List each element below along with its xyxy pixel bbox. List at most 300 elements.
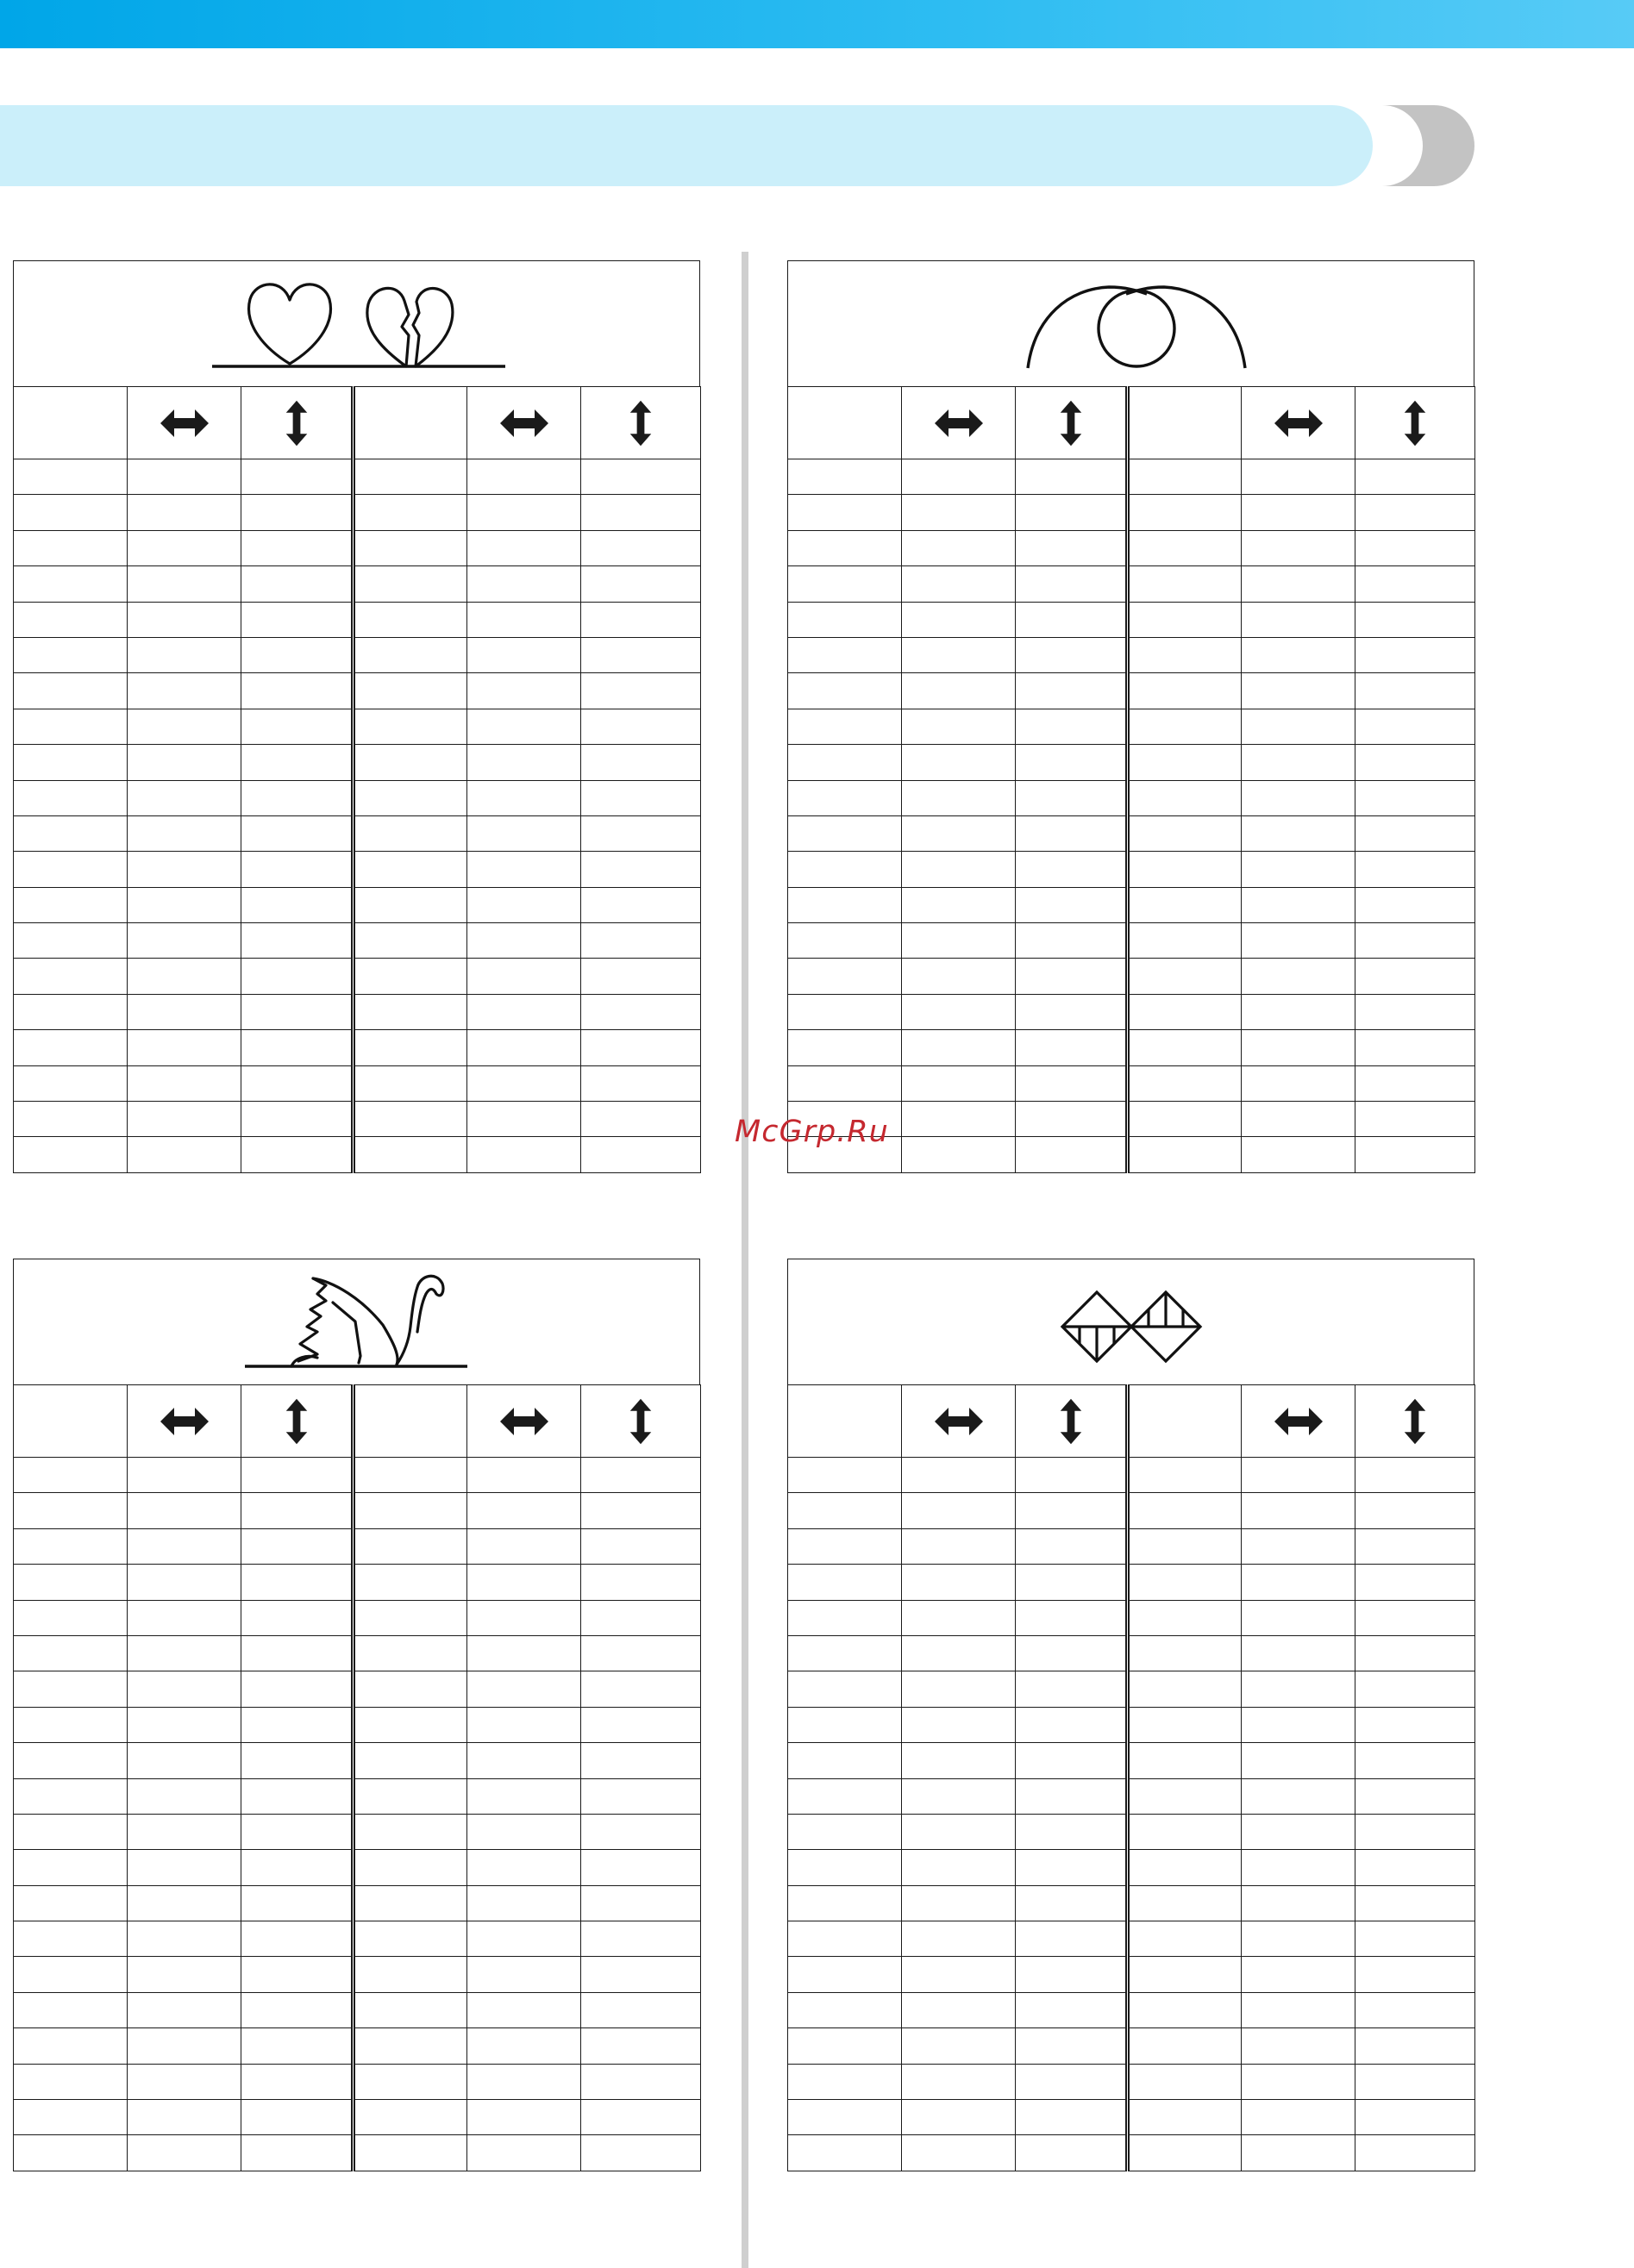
blank-entry-cell[interactable]: [788, 2135, 902, 2171]
blank-entry-cell[interactable]: [788, 1814, 902, 1849]
blank-entry-cell[interactable]: [1128, 1565, 1242, 1600]
blank-entry-cell[interactable]: [1016, 959, 1128, 994]
blank-entry-cell[interactable]: [581, 2028, 701, 2064]
blank-entry-cell[interactable]: [467, 459, 581, 495]
blank-entry-cell[interactable]: [128, 1885, 241, 1921]
blank-entry-cell[interactable]: [1242, 1957, 1355, 1992]
blank-entry-cell[interactable]: [1128, 530, 1242, 565]
blank-entry-cell[interactable]: [14, 1992, 128, 2027]
blank-entry-cell[interactable]: [1242, 2100, 1355, 2135]
blank-entry-cell[interactable]: [788, 887, 902, 922]
blank-entry-cell[interactable]: [467, 709, 581, 744]
blank-entry-cell[interactable]: [1355, 1528, 1475, 1564]
blank-entry-cell[interactable]: [581, 2100, 701, 2135]
blank-entry-cell[interactable]: [14, 1565, 128, 1600]
blank-entry-cell[interactable]: [241, 530, 354, 565]
blank-entry-cell[interactable]: [1016, 1102, 1128, 1137]
blank-entry-cell[interactable]: [788, 1671, 902, 1707]
blank-entry-cell[interactable]: [581, 1065, 701, 1101]
blank-entry-cell[interactable]: [128, 815, 241, 851]
blank-entry-cell[interactable]: [1016, 602, 1128, 637]
blank-entry-cell[interactable]: [467, 2100, 581, 2135]
blank-entry-cell[interactable]: [1355, 1102, 1475, 1137]
blank-entry-cell[interactable]: [467, 1493, 581, 1528]
blank-entry-cell[interactable]: [354, 1814, 467, 1849]
blank-entry-cell[interactable]: [14, 1102, 128, 1137]
blank-entry-cell[interactable]: [467, 602, 581, 637]
blank-entry-cell[interactable]: [902, 1137, 1016, 1172]
blank-entry-cell[interactable]: [241, 1065, 354, 1101]
blank-entry-cell[interactable]: [14, 959, 128, 994]
blank-entry-cell[interactable]: [1128, 2028, 1242, 2064]
blank-entry-cell[interactable]: [902, 637, 1016, 672]
blank-entry-cell[interactable]: [128, 1528, 241, 1564]
blank-entry-cell[interactable]: [1355, 1030, 1475, 1065]
blank-entry-cell[interactable]: [1128, 1635, 1242, 1671]
blank-entry-cell[interactable]: [788, 1992, 902, 2027]
blank-entry-cell[interactable]: [354, 994, 467, 1029]
blank-entry-cell[interactable]: [128, 1850, 241, 1885]
blank-entry-cell[interactable]: [467, 1030, 581, 1065]
blank-entry-cell[interactable]: [14, 745, 128, 780]
blank-entry-cell[interactable]: [902, 1102, 1016, 1137]
blank-entry-cell[interactable]: [128, 1957, 241, 1992]
blank-entry-cell[interactable]: [467, 1102, 581, 1137]
blank-entry-cell[interactable]: [1242, 1065, 1355, 1101]
blank-entry-cell[interactable]: [902, 1458, 1016, 1493]
blank-entry-cell[interactable]: [354, 1102, 467, 1137]
blank-entry-cell[interactable]: [354, 459, 467, 495]
blank-entry-cell[interactable]: [467, 1565, 581, 1600]
blank-entry-cell[interactable]: [902, 2135, 1016, 2171]
blank-entry-cell[interactable]: [788, 1458, 902, 1493]
blank-entry-cell[interactable]: [788, 566, 902, 602]
blank-entry-cell[interactable]: [354, 1992, 467, 2027]
blank-entry-cell[interactable]: [902, 709, 1016, 744]
blank-entry-cell[interactable]: [354, 1707, 467, 1742]
blank-entry-cell[interactable]: [581, 1600, 701, 1635]
blank-entry-cell[interactable]: [1355, 1565, 1475, 1600]
blank-entry-cell[interactable]: [1242, 459, 1355, 495]
blank-entry-cell[interactable]: [902, 459, 1016, 495]
blank-entry-cell[interactable]: [1016, 852, 1128, 887]
blank-entry-cell[interactable]: [241, 566, 354, 602]
blank-entry-cell[interactable]: [1016, 923, 1128, 959]
blank-entry-cell[interactable]: [1016, 1565, 1128, 1600]
blank-entry-cell[interactable]: [241, 673, 354, 709]
blank-entry-cell[interactable]: [467, 1671, 581, 1707]
blank-entry-cell[interactable]: [1128, 1458, 1242, 1493]
blank-entry-cell[interactable]: [467, 2064, 581, 2099]
blank-entry-cell[interactable]: [788, 709, 902, 744]
blank-entry-cell[interactable]: [788, 1565, 902, 1600]
blank-entry-cell[interactable]: [241, 1957, 354, 1992]
blank-entry-cell[interactable]: [1355, 2064, 1475, 2099]
blank-entry-cell[interactable]: [1242, 1137, 1355, 1172]
blank-entry-cell[interactable]: [354, 566, 467, 602]
blank-entry-cell[interactable]: [241, 637, 354, 672]
blank-entry-cell[interactable]: [354, 745, 467, 780]
blank-entry-cell[interactable]: [14, 1600, 128, 1635]
blank-entry-cell[interactable]: [241, 1814, 354, 1849]
blank-entry-cell[interactable]: [788, 815, 902, 851]
blank-entry-cell[interactable]: [1355, 959, 1475, 994]
blank-entry-cell[interactable]: [14, 815, 128, 851]
blank-entry-cell[interactable]: [241, 1528, 354, 1564]
blank-entry-cell[interactable]: [1242, 709, 1355, 744]
blank-entry-cell[interactable]: [467, 1600, 581, 1635]
blank-entry-cell[interactable]: [467, 994, 581, 1029]
blank-entry-cell[interactable]: [14, 1635, 128, 1671]
blank-entry-cell[interactable]: [1242, 1458, 1355, 1493]
blank-entry-cell[interactable]: [1128, 1671, 1242, 1707]
blank-entry-cell[interactable]: [14, 2100, 128, 2135]
blank-entry-cell[interactable]: [1355, 459, 1475, 495]
blank-entry-cell[interactable]: [128, 1600, 241, 1635]
blank-entry-cell[interactable]: [128, 1493, 241, 1528]
blank-entry-cell[interactable]: [467, 1814, 581, 1849]
blank-entry-cell[interactable]: [1128, 602, 1242, 637]
blank-entry-cell[interactable]: [1242, 1921, 1355, 1957]
blank-entry-cell[interactable]: [1242, 1850, 1355, 1885]
blank-entry-cell[interactable]: [467, 852, 581, 887]
blank-entry-cell[interactable]: [581, 1743, 701, 1778]
blank-entry-cell[interactable]: [14, 2028, 128, 2064]
blank-entry-cell[interactable]: [467, 1850, 581, 1885]
blank-entry-cell[interactable]: [581, 1992, 701, 2027]
blank-entry-cell[interactable]: [14, 1528, 128, 1564]
blank-entry-cell[interactable]: [241, 1921, 354, 1957]
blank-entry-cell[interactable]: [14, 1921, 128, 1957]
blank-entry-cell[interactable]: [1242, 1778, 1355, 1814]
blank-entry-cell[interactable]: [1242, 923, 1355, 959]
blank-entry-cell[interactable]: [1016, 994, 1128, 1029]
blank-entry-cell[interactable]: [788, 1707, 902, 1742]
blank-entry-cell[interactable]: [1242, 1493, 1355, 1528]
blank-entry-cell[interactable]: [902, 1635, 1016, 1671]
blank-entry-cell[interactable]: [128, 959, 241, 994]
blank-entry-cell[interactable]: [1128, 637, 1242, 672]
blank-entry-cell[interactable]: [1355, 1778, 1475, 1814]
blank-entry-cell[interactable]: [1355, 1600, 1475, 1635]
blank-entry-cell[interactable]: [788, 1885, 902, 1921]
blank-entry-cell[interactable]: [902, 495, 1016, 530]
blank-entry-cell[interactable]: [1016, 1992, 1128, 2027]
blank-entry-cell[interactable]: [788, 602, 902, 637]
blank-entry-cell[interactable]: [1128, 2064, 1242, 2099]
blank-entry-cell[interactable]: [354, 637, 467, 672]
blank-entry-cell[interactable]: [788, 2028, 902, 2064]
blank-entry-cell[interactable]: [354, 1778, 467, 1814]
blank-entry-cell[interactable]: [1128, 1778, 1242, 1814]
blank-entry-cell[interactable]: [581, 852, 701, 887]
blank-entry-cell[interactable]: [788, 2100, 902, 2135]
blank-entry-cell[interactable]: [581, 673, 701, 709]
blank-entry-cell[interactable]: [1242, 1707, 1355, 1742]
blank-entry-cell[interactable]: [128, 459, 241, 495]
blank-entry-cell[interactable]: [902, 994, 1016, 1029]
blank-entry-cell[interactable]: [128, 2100, 241, 2135]
blank-entry-cell[interactable]: [1242, 673, 1355, 709]
blank-entry-cell[interactable]: [1242, 1992, 1355, 2027]
blank-entry-cell[interactable]: [902, 1850, 1016, 1885]
blank-entry-cell[interactable]: [902, 1493, 1016, 1528]
blank-entry-cell[interactable]: [902, 959, 1016, 994]
blank-entry-cell[interactable]: [241, 1635, 354, 1671]
blank-entry-cell[interactable]: [581, 1030, 701, 1065]
blank-entry-cell[interactable]: [902, 923, 1016, 959]
blank-entry-cell[interactable]: [241, 1565, 354, 1600]
blank-entry-cell[interactable]: [1128, 1814, 1242, 1849]
blank-entry-cell[interactable]: [1355, 1707, 1475, 1742]
blank-entry-cell[interactable]: [1355, 1635, 1475, 1671]
blank-entry-cell[interactable]: [1242, 1565, 1355, 1600]
blank-entry-cell[interactable]: [467, 959, 581, 994]
blank-entry-cell[interactable]: [241, 2064, 354, 2099]
blank-entry-cell[interactable]: [14, 2135, 128, 2171]
blank-entry-cell[interactable]: [1242, 1102, 1355, 1137]
blank-entry-cell[interactable]: [467, 1921, 581, 1957]
blank-entry-cell[interactable]: [1355, 1992, 1475, 2027]
blank-entry-cell[interactable]: [1016, 1671, 1128, 1707]
blank-entry-cell[interactable]: [241, 1778, 354, 1814]
blank-entry-cell[interactable]: [1355, 1671, 1475, 1707]
blank-entry-cell[interactable]: [241, 1992, 354, 2027]
blank-entry-cell[interactable]: [467, 1743, 581, 1778]
blank-entry-cell[interactable]: [581, 1137, 701, 1172]
blank-entry-cell[interactable]: [1016, 2100, 1128, 2135]
blank-entry-cell[interactable]: [581, 709, 701, 744]
blank-entry-cell[interactable]: [1242, 495, 1355, 530]
blank-entry-cell[interactable]: [1242, 602, 1355, 637]
blank-entry-cell[interactable]: [1016, 1778, 1128, 1814]
blank-entry-cell[interactable]: [1128, 1992, 1242, 2027]
blank-entry-cell[interactable]: [902, 1992, 1016, 2027]
blank-entry-cell[interactable]: [581, 1814, 701, 1849]
blank-entry-cell[interactable]: [1355, 923, 1475, 959]
blank-entry-cell[interactable]: [467, 673, 581, 709]
blank-entry-cell[interactable]: [467, 637, 581, 672]
blank-entry-cell[interactable]: [902, 1707, 1016, 1742]
blank-entry-cell[interactable]: [1016, 1528, 1128, 1564]
blank-entry-cell[interactable]: [1128, 1707, 1242, 1742]
blank-entry-cell[interactable]: [354, 1565, 467, 1600]
blank-entry-cell[interactable]: [467, 1885, 581, 1921]
blank-entry-cell[interactable]: [1355, 1850, 1475, 1885]
blank-entry-cell[interactable]: [1242, 994, 1355, 1029]
blank-entry-cell[interactable]: [1355, 1957, 1475, 1992]
blank-entry-cell[interactable]: [128, 495, 241, 530]
blank-entry-cell[interactable]: [14, 673, 128, 709]
blank-entry-cell[interactable]: [1016, 1635, 1128, 1671]
blank-entry-cell[interactable]: [788, 495, 902, 530]
blank-entry-cell[interactable]: [241, 1102, 354, 1137]
blank-entry-cell[interactable]: [354, 2100, 467, 2135]
blank-entry-cell[interactable]: [1128, 459, 1242, 495]
blank-entry-cell[interactable]: [354, 959, 467, 994]
blank-entry-cell[interactable]: [14, 852, 128, 887]
blank-entry-cell[interactable]: [241, 1671, 354, 1707]
blank-entry-cell[interactable]: [467, 1635, 581, 1671]
blank-entry-cell[interactable]: [1355, 1493, 1475, 1528]
blank-entry-cell[interactable]: [467, 1778, 581, 1814]
blank-entry-cell[interactable]: [354, 1921, 467, 1957]
blank-entry-cell[interactable]: [581, 530, 701, 565]
blank-entry-cell[interactable]: [1242, 637, 1355, 672]
blank-entry-cell[interactable]: [128, 1707, 241, 1742]
blank-entry-cell[interactable]: [1016, 1850, 1128, 1885]
blank-entry-cell[interactable]: [1242, 887, 1355, 922]
blank-entry-cell[interactable]: [1016, 2135, 1128, 2171]
blank-entry-cell[interactable]: [902, 1565, 1016, 1600]
blank-entry-cell[interactable]: [14, 637, 128, 672]
blank-entry-cell[interactable]: [1355, 1814, 1475, 1849]
blank-entry-cell[interactable]: [14, 1957, 128, 1992]
blank-entry-cell[interactable]: [1128, 1743, 1242, 1778]
blank-entry-cell[interactable]: [1128, 1493, 1242, 1528]
blank-entry-cell[interactable]: [14, 1778, 128, 1814]
blank-entry-cell[interactable]: [128, 923, 241, 959]
blank-entry-cell[interactable]: [1016, 887, 1128, 922]
blank-entry-cell[interactable]: [1128, 495, 1242, 530]
blank-entry-cell[interactable]: [1016, 1458, 1128, 1493]
blank-entry-cell[interactable]: [788, 1528, 902, 1564]
blank-entry-cell[interactable]: [241, 1493, 354, 1528]
blank-entry-cell[interactable]: [788, 1065, 902, 1101]
blank-entry-cell[interactable]: [467, 1065, 581, 1101]
blank-entry-cell[interactable]: [354, 1671, 467, 1707]
blank-entry-cell[interactable]: [581, 459, 701, 495]
blank-entry-cell[interactable]: [354, 1065, 467, 1101]
blank-entry-cell[interactable]: [354, 1137, 467, 1172]
blank-entry-cell[interactable]: [1016, 815, 1128, 851]
blank-entry-cell[interactable]: [1355, 1885, 1475, 1921]
blank-entry-cell[interactable]: [467, 815, 581, 851]
blank-entry-cell[interactable]: [1355, 709, 1475, 744]
blank-entry-cell[interactable]: [1128, 745, 1242, 780]
blank-entry-cell[interactable]: [788, 994, 902, 1029]
blank-entry-cell[interactable]: [14, 1493, 128, 1528]
blank-entry-cell[interactable]: [354, 2028, 467, 2064]
blank-entry-cell[interactable]: [467, 2028, 581, 2064]
blank-entry-cell[interactable]: [1128, 780, 1242, 815]
blank-entry-cell[interactable]: [14, 1671, 128, 1707]
blank-entry-cell[interactable]: [128, 887, 241, 922]
blank-entry-cell[interactable]: [902, 2028, 1016, 2064]
blank-entry-cell[interactable]: [581, 2135, 701, 2171]
blank-entry-cell[interactable]: [1355, 637, 1475, 672]
blank-entry-cell[interactable]: [14, 1030, 128, 1065]
blank-entry-cell[interactable]: [902, 566, 1016, 602]
blank-entry-cell[interactable]: [354, 887, 467, 922]
blank-entry-cell[interactable]: [1128, 1850, 1242, 1885]
blank-entry-cell[interactable]: [902, 887, 1016, 922]
blank-entry-cell[interactable]: [241, 495, 354, 530]
blank-entry-cell[interactable]: [581, 959, 701, 994]
blank-entry-cell[interactable]: [128, 2028, 241, 2064]
blank-entry-cell[interactable]: [14, 530, 128, 565]
blank-entry-cell[interactable]: [1355, 815, 1475, 851]
blank-entry-cell[interactable]: [241, 2100, 354, 2135]
blank-entry-cell[interactable]: [14, 1137, 128, 1172]
blank-entry-cell[interactable]: [902, 1671, 1016, 1707]
blank-entry-cell[interactable]: [128, 530, 241, 565]
blank-entry-cell[interactable]: [241, 1600, 354, 1635]
blank-entry-cell[interactable]: [788, 1030, 902, 1065]
blank-entry-cell[interactable]: [14, 566, 128, 602]
blank-entry-cell[interactable]: [788, 745, 902, 780]
blank-entry-cell[interactable]: [788, 530, 902, 565]
blank-entry-cell[interactable]: [902, 673, 1016, 709]
blank-entry-cell[interactable]: [14, 780, 128, 815]
blank-entry-cell[interactable]: [581, 566, 701, 602]
blank-entry-cell[interactable]: [354, 530, 467, 565]
blank-entry-cell[interactable]: [241, 2135, 354, 2171]
blank-entry-cell[interactable]: [14, 994, 128, 1029]
blank-entry-cell[interactable]: [788, 1921, 902, 1957]
blank-entry-cell[interactable]: [1128, 994, 1242, 1029]
blank-entry-cell[interactable]: [1016, 459, 1128, 495]
blank-entry-cell[interactable]: [788, 673, 902, 709]
blank-entry-cell[interactable]: [241, 852, 354, 887]
blank-entry-cell[interactable]: [241, 1458, 354, 1493]
blank-entry-cell[interactable]: [788, 1743, 902, 1778]
blank-entry-cell[interactable]: [1242, 852, 1355, 887]
blank-entry-cell[interactable]: [581, 1957, 701, 1992]
blank-entry-cell[interactable]: [902, 852, 1016, 887]
blank-entry-cell[interactable]: [354, 673, 467, 709]
blank-entry-cell[interactable]: [241, 1850, 354, 1885]
blank-entry-cell[interactable]: [581, 1850, 701, 1885]
blank-entry-cell[interactable]: [788, 1850, 902, 1885]
blank-entry-cell[interactable]: [788, 1778, 902, 1814]
blank-entry-cell[interactable]: [1128, 959, 1242, 994]
blank-entry-cell[interactable]: [467, 887, 581, 922]
blank-entry-cell[interactable]: [354, 709, 467, 744]
blank-entry-cell[interactable]: [581, 1493, 701, 1528]
blank-entry-cell[interactable]: [241, 459, 354, 495]
blank-entry-cell[interactable]: [1016, 1814, 1128, 1849]
blank-entry-cell[interactable]: [1128, 1528, 1242, 1564]
blank-entry-cell[interactable]: [354, 1528, 467, 1564]
blank-entry-cell[interactable]: [128, 1458, 241, 1493]
blank-entry-cell[interactable]: [467, 566, 581, 602]
blank-entry-cell[interactable]: [1128, 1600, 1242, 1635]
blank-entry-cell[interactable]: [1128, 709, 1242, 744]
blank-entry-cell[interactable]: [14, 1814, 128, 1849]
blank-entry-cell[interactable]: [902, 745, 1016, 780]
blank-entry-cell[interactable]: [1128, 1957, 1242, 1992]
blank-entry-cell[interactable]: [581, 637, 701, 672]
blank-entry-cell[interactable]: [1128, 2100, 1242, 2135]
blank-entry-cell[interactable]: [1016, 2028, 1128, 2064]
blank-entry-cell[interactable]: [128, 709, 241, 744]
blank-entry-cell[interactable]: [902, 1778, 1016, 1814]
blank-entry-cell[interactable]: [1016, 637, 1128, 672]
blank-entry-cell[interactable]: [581, 994, 701, 1029]
blank-entry-cell[interactable]: [1016, 1600, 1128, 1635]
blank-entry-cell[interactable]: [788, 459, 902, 495]
blank-entry-cell[interactable]: [581, 602, 701, 637]
blank-entry-cell[interactable]: [1242, 780, 1355, 815]
blank-entry-cell[interactable]: [467, 923, 581, 959]
blank-entry-cell[interactable]: [581, 1778, 701, 1814]
blank-entry-cell[interactable]: [788, 852, 902, 887]
blank-entry-cell[interactable]: [1016, 1743, 1128, 1778]
blank-entry-cell[interactable]: [1242, 815, 1355, 851]
blank-entry-cell[interactable]: [1355, 852, 1475, 887]
blank-entry-cell[interactable]: [1355, 2135, 1475, 2171]
